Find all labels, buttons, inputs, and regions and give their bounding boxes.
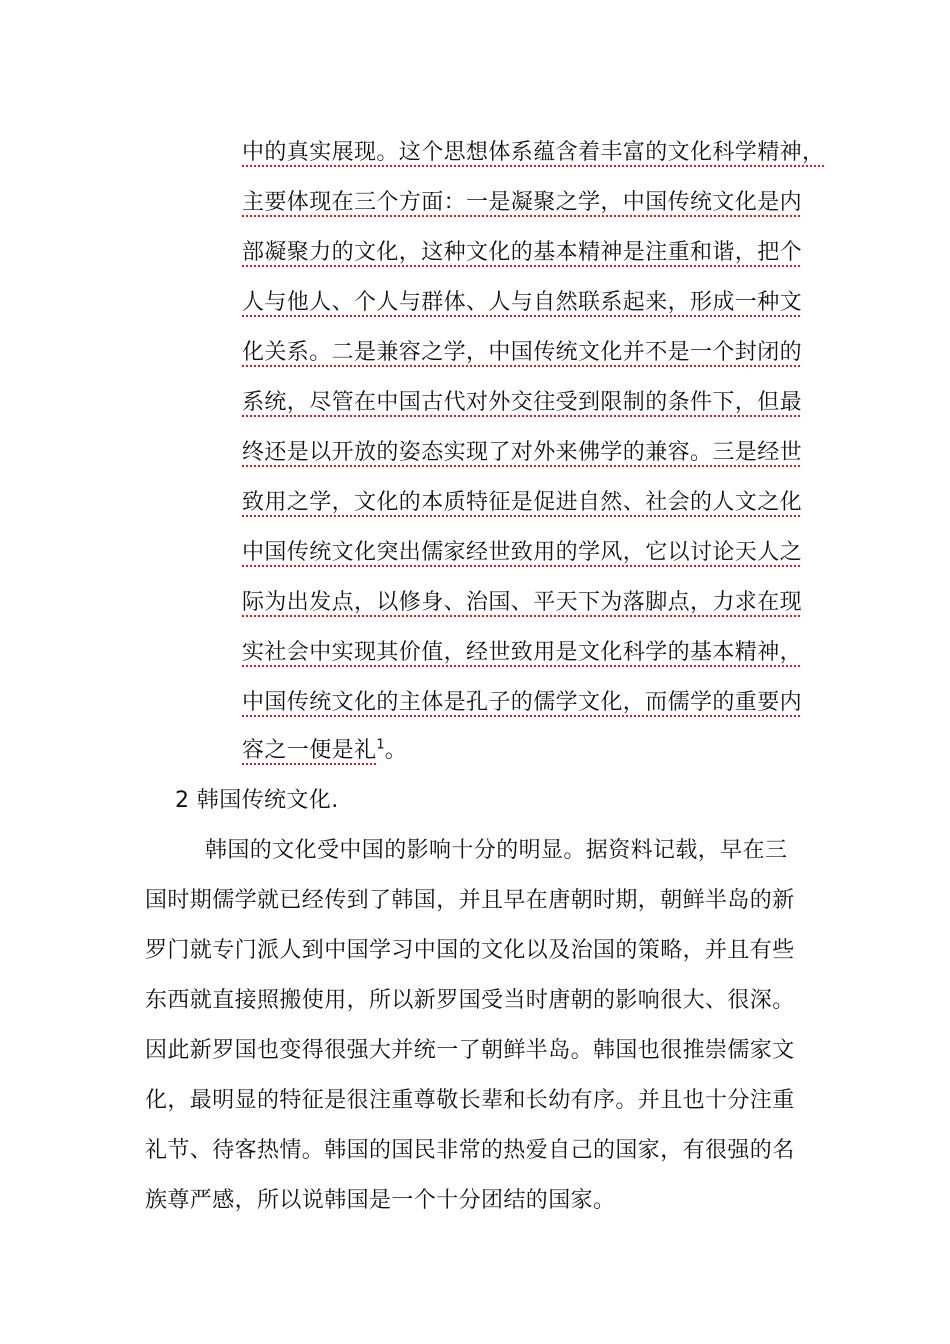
paragraph-last-line-text: 容之一便是礼 xyxy=(242,738,377,763)
paragraph-line: 东西就直接照搬使用，所以新罗国受当时唐朝的影响很大、很深。 xyxy=(145,988,795,1013)
paragraph-line: 致用之学，文化的本质特征是促进自然、社会的人文之化 xyxy=(242,490,803,515)
paragraph-line: 国时期儒学就已经传到了韩国，并且早在唐朝时期，朝鲜半岛的新 xyxy=(145,888,795,913)
footnote-reference[interactable]: 1 xyxy=(376,737,385,753)
paragraph-line: 因此新罗国也变得很强大并统一了朝鲜半岛。韩国也很推崇儒家文 xyxy=(145,1038,795,1063)
paragraph-line: 实社会中实现其价值，经世致用是文化科学的基本精神， xyxy=(242,640,803,665)
paragraph-line: 礼节、待客热情。韩国的国民非常的热爱自己的国家，有很强的名 xyxy=(145,1138,795,1163)
paragraph-line: 罗门就专门派人到中国学习中国的文化以及治国的策略，并且有些 xyxy=(145,938,795,963)
paragraph-line: 族尊严感，所以说韩国是一个十分团结的国家。 xyxy=(145,1188,616,1213)
paragraph-line: 际为出发点，以修身、治国、平天下为落脚点，力求在现 xyxy=(242,590,803,615)
paragraph-line: 主要体现在三个方面：一是凝聚之学，中国传统文化是内 xyxy=(242,190,803,215)
paragraph-line: 系统，尽管在中国古代对外交往受到限制的条件下，但最 xyxy=(242,390,803,415)
paragraph-line: 部凝聚力的文化，这种文化的基本精神是注重和谐，把个 xyxy=(242,240,803,265)
paragraph-line: 人与他人、个人与群体、人与自然联系起来，形成一种文 xyxy=(242,290,803,315)
paragraph-line: 化关系。二是兼容之学，中国传统文化并不是一个封闭的 xyxy=(242,340,803,365)
paragraph-line: 终还是以开放的姿态实现了对外来佛学的兼容。三是经世 xyxy=(242,440,803,465)
paragraph-end-punctuation: 。 xyxy=(384,738,408,763)
paragraph-last-line xyxy=(242,736,407,766)
section-heading: 2 韩国传统文化. xyxy=(175,788,339,813)
paragraph-line: 韩国的文化受中国的影响十分的明显。据资料记载，早在三 xyxy=(205,838,788,863)
paragraph-line: 中国传统文化突出儒家经世致用的学风，它以讨论天人之 xyxy=(242,540,803,565)
paragraph-line: 中的真实展现。这个思想体系蕴含着丰富的文化科学精神， xyxy=(242,140,825,165)
paragraph-line: 化，最明显的特征是很注重尊敬长辈和长幼有序。并且也十分注重 xyxy=(145,1088,795,1113)
paragraph-line: 中国传统文化的主体是孔子的儒学文化，而儒学的重要内 xyxy=(242,690,803,715)
